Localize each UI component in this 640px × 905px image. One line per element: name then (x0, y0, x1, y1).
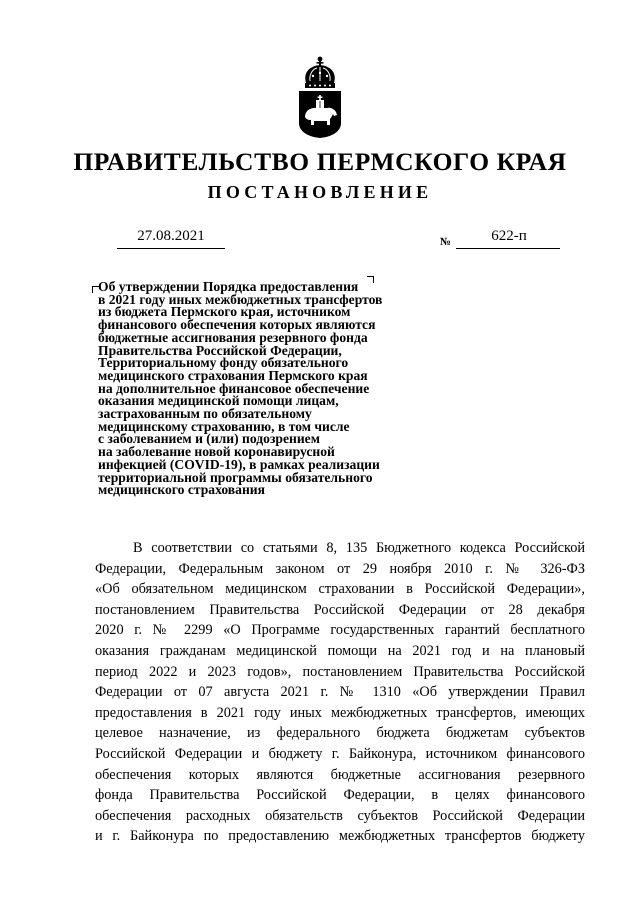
body-line: Российской Федерации и бюджету г. Байконура, источником финансового (95, 745, 585, 762)
subject-line: медицинского страхования Пермского края (98, 367, 368, 383)
body-line: Федерации, Федеральным законом от 29 ноября 2010 г. № 326-ФЗ (95, 560, 585, 577)
body-line: фонда Правительства Российской Федерации, в целях финансового (95, 787, 585, 804)
body-line: 2020 г. № 2299 «О Программе государственных гарантий бесплатного (95, 622, 585, 639)
subject-line: Об утверждении Порядка предоставления (98, 279, 359, 294)
number-sign: № (440, 236, 452, 248)
document-subject (98, 281, 438, 497)
body-line: целевое назначение, из федерального бюджета бюджетам субъектов (95, 725, 585, 742)
subject-line: застрахованным по обязательному (98, 406, 312, 422)
subject-line: инфекцией (COVID-19), в рамках реализации (98, 456, 380, 472)
body-line: постановлением Правительства Российской Федерации от 28 декабря (95, 601, 585, 618)
body-line: В соответствии со статьями 8, 135 Бюджетного кодекса Российской (133, 540, 585, 556)
body-line: и г. Байконура по предоставлению межбюджетных трансфертов бюджету (95, 828, 585, 845)
document-date: 27.08.2021 (137, 228, 205, 244)
subject-line: медицинскому страхованию, в том числе (98, 418, 350, 434)
document-type: ПОСТАНОВЛЕНИЕ (207, 182, 433, 202)
subject-line: медицинского страхования (98, 482, 265, 498)
subject-line: оказания медицинской помощи лицам, (98, 393, 339, 409)
date-underline (117, 248, 225, 249)
perm-krai-coat-of-arms-icon (297, 55, 343, 139)
body-line: обеспечения расходных обязательств субъектов Российской Федерации (95, 807, 585, 824)
body-line: «Об обязательном медицинском страховании в Российской Федерации», (95, 581, 585, 598)
body-line: оказания гражданам медицинской помощи на 2021 год и на плановый (95, 642, 585, 659)
subject-line: Территориальному фонду обязательного (98, 355, 349, 371)
body-line: предоставления в 2021 году иных межбюджетных трансфертов, имеющих (95, 704, 585, 721)
body-line: Федерации от 07 августа 2021 г. № 1310 «Об утверждении Правил (95, 684, 585, 701)
government-title: ПРАВИТЕЛЬСТВО ПЕРМСКОГО КРАЯ (73, 147, 567, 176)
subject-line: финансового обеспечения которых являются (98, 317, 376, 333)
body-paragraph (95, 538, 585, 847)
subject-line: на дополнительное финансовое обеспечение (98, 380, 370, 396)
subject-line: в 2021 году иных межбюджетных трансфертов (98, 291, 383, 307)
body-line: обеспечения которых являются бюджетные ассигнования резервного (95, 766, 585, 783)
subject-line: из бюджета Пермского края, источником (98, 304, 351, 320)
subject-line: бюджетные ассигнования резервного фонда (98, 329, 368, 345)
subject-line: территориальной программы обязательного (98, 469, 373, 485)
body-line: период 2022 и 2023 годов», постановлением Правительства Российской (95, 663, 585, 680)
subject-line: Правительства Российской Федерации, (98, 342, 342, 358)
number-underline (456, 248, 560, 249)
document-number: 622-п (491, 228, 527, 244)
subject-line: на заболевание новой коронавирусной (98, 444, 335, 460)
subject-line: с заболеванием и (или) подозрением (98, 431, 320, 447)
